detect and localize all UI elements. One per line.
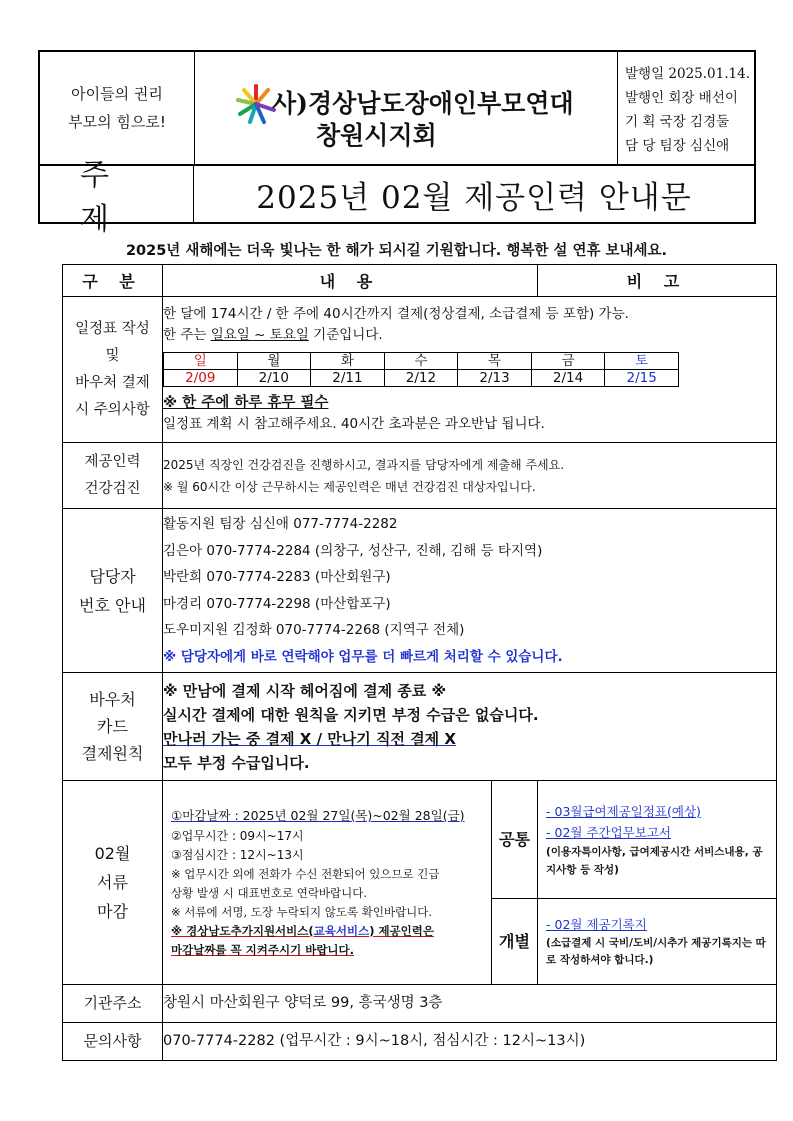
- contacts-label: [63, 509, 163, 673]
- person-in-charge: 담 당 팀장 심신애: [625, 138, 730, 154]
- week-definition-text: 한 주는: [163, 327, 211, 343]
- education-service: 교육서비스: [313, 924, 370, 938]
- voucher-row: [63, 673, 777, 781]
- date-sat: 2/15: [605, 370, 679, 387]
- week-dates-row: [164, 370, 679, 387]
- deadline-date: ①마감날짜 : 2025년 02월 27일(목)~02월 28일(금): [171, 808, 465, 823]
- voucher-realtime: 실시간 결제에 대한 원칙을 지키면 부정 수급은 없습니다.: [163, 705, 539, 724]
- document-header: [38, 50, 756, 237]
- deadline-label-line: 마감: [97, 902, 128, 921]
- common-docs: [538, 781, 777, 899]
- common-doc-item: - 03월급여제공일정표(예상): [546, 803, 701, 819]
- deadline-content: [163, 781, 492, 985]
- date-sun: 2/09: [164, 370, 238, 387]
- contacts-row: [63, 509, 777, 673]
- individual-docs: [538, 899, 777, 985]
- slogan-line-2: 부모의 힘으로!: [68, 113, 166, 131]
- header-subject-row: [40, 158, 754, 237]
- table-header-row: [63, 265, 777, 297]
- schedule-label-line: 및: [105, 347, 120, 364]
- deadline-hours: ②업무시간 : 09시~17시: [171, 829, 304, 843]
- deadline-extra-service-2: 마감날짜를 꼭 지켜주시기 바랍니다.: [171, 943, 355, 957]
- health-row: [63, 443, 777, 509]
- address-label: 기관주소: [63, 985, 163, 1023]
- common-doc-item: - 02월 주간업무보고서: [546, 824, 671, 840]
- organization-block: [194, 52, 618, 164]
- publication-date: 발행일 2025.01.14.: [625, 66, 751, 82]
- deadline-note: 상황 발생 시 대표번호로 연락바랍니다.: [171, 886, 368, 900]
- date-thu: 2/13: [458, 370, 532, 387]
- deadline-lunch: ③점심시간 : 12시~13시: [171, 848, 304, 862]
- deadline-row-common: [63, 781, 777, 899]
- slogan: [40, 52, 195, 164]
- day-fri: 금: [531, 353, 605, 370]
- header-category: 구 분: [63, 265, 163, 297]
- day-sun: 일: [164, 353, 238, 370]
- inquiry-label: 문의사항: [63, 1023, 163, 1061]
- deadline-label: [63, 781, 163, 985]
- contacts-content: [163, 509, 777, 673]
- contact-item: 도우미지원 김정화 070-7774-2268 (지역구 전체): [163, 622, 465, 638]
- schedule-row: [63, 297, 777, 443]
- individual-doc-item: - 02월 제공기록지: [546, 917, 647, 932]
- slogan-line-1: 아이들의 권리: [71, 85, 163, 103]
- subject-title: 2025년 02월 제공인력 안내문: [256, 179, 692, 216]
- individual-doc-note: (소급결제 시 국비/도비/시추가 제공기록지는 따로 작성하셔야 합니다.): [546, 937, 766, 966]
- organization-branch: 창원시지회: [316, 121, 437, 150]
- day-mon: 월: [237, 353, 311, 370]
- subject-label: 주 제: [40, 164, 194, 224]
- voucher-fraud: 모두 부정 수급입니다.: [163, 753, 310, 772]
- contacts-label-line: 번호 안내: [79, 595, 146, 615]
- voucher-label: [63, 673, 163, 781]
- deadline-label-line: 서류: [97, 873, 128, 892]
- common-label: 공통: [492, 781, 538, 899]
- contact-item: 마경리 070-7774-2298 (마산합포구): [163, 595, 391, 612]
- deadline-label-line: 02월: [94, 844, 131, 863]
- day-thu: 목: [458, 353, 532, 370]
- health-instruction: 2025년 직장인 건강검진을 진행하시고, 결과지를 담당자에게 제출해 주세요.: [163, 457, 565, 472]
- voucher-label-line: 바우처: [89, 690, 136, 709]
- contacts-note: ※ 담당자에게 바로 연락해야 업무를 더 빠르게 처리할 수 있습니다.: [163, 648, 563, 665]
- schedule-label-line: 시 주의사항: [75, 401, 150, 418]
- address-value: 창원시 마산회원구 양덕로 99, 흥국생명 3층: [163, 985, 777, 1023]
- week-calendar: [163, 352, 679, 387]
- day-tue: 화: [311, 353, 385, 370]
- schedule-content: [163, 297, 777, 443]
- contact-item: 박란희 070-7774-2283 (마산회원구): [163, 569, 391, 585]
- common-doc-note: (이용자특이사항, 급여제공시간 서비스내용, 공지사항 등 작성): [546, 845, 763, 876]
- voucher-principle: ※ 만남에 결제 시작 헤어짐에 결제 종료 ※: [163, 681, 447, 700]
- date-wed: 2/12: [384, 370, 458, 387]
- greeting: 2025년 새해에는 더욱 빛나는 한 해가 되시길 기원합니다. 행복한 설 연휴 보내세요.: [125, 243, 668, 259]
- schedule-limit: 한 달에 174시간 / 한 주에 40시간까지 결제(정상결제, 소급결제 등 포함) 가능.: [163, 306, 629, 322]
- address-row: [63, 985, 777, 1023]
- publication-info: [617, 52, 754, 164]
- schedule-label: [63, 297, 163, 443]
- contact-item: 김은아 070-7774-2284 (의창구, 성산구, 진해, 김해 등 타지역): [163, 542, 543, 559]
- deadline-extra-text: ) 제공인력은: [369, 924, 434, 938]
- voucher-prohibited: 만나러 가는 중 결제 X / 만나기 직전 결제 X: [163, 729, 456, 748]
- planner: 기 획 국장 김경둘: [625, 114, 730, 130]
- voucher-label-line: 결제원칙: [81, 744, 144, 763]
- contacts-label-line: 담당자: [89, 566, 136, 586]
- date-fri: 2/14: [531, 370, 605, 387]
- date-tue: 2/11: [311, 370, 385, 387]
- deadline-extra-text: ※ 경상남도추가지원서비스(: [171, 924, 314, 938]
- health-label: [63, 443, 163, 509]
- inquiry-value: 070-7774-2282 (업무시간 : 9시~18시, 점심시간 : 12시~13시): [163, 1023, 777, 1061]
- inquiry-row: [63, 1023, 777, 1061]
- deadline-note: ※ 업무시간 외에 전화가 수신 전환되어 있으므로 긴급: [171, 867, 440, 881]
- organization-name: 사)경상남도장애인부모연대: [272, 89, 574, 118]
- voucher-label-line: 카드: [97, 717, 128, 736]
- health-label-line: 제공인력: [84, 453, 141, 470]
- header-content: 내 용: [163, 265, 538, 297]
- schedule-note: 일정표 계획 시 참고해주세요. 40시간 초과분은 과오반납 됩니다.: [163, 416, 545, 432]
- date-mon: 2/10: [237, 370, 311, 387]
- day-wed: 수: [384, 353, 458, 370]
- health-label-line: 건강검진: [84, 480, 141, 497]
- schedule-label-line: 바우처 결제: [75, 374, 150, 391]
- schedule-label-line: 일정표 작성: [75, 320, 150, 337]
- voucher-content: [163, 673, 777, 781]
- week-definition: [163, 325, 776, 346]
- publisher: 발행인 회장 배선이: [625, 90, 738, 106]
- individual-label: 개별: [492, 899, 538, 985]
- deadline-note: ※ 서류에 서명, 도장 누락되지 않도록 확인바랍니다.: [171, 905, 433, 919]
- health-target-note: ※ 월 60시간 이상 근무하시는 제공인력은 매년 건강검진 대상자입니다.: [163, 479, 536, 494]
- notice-table: [62, 264, 777, 1061]
- week-definition-text: 기준입니다.: [308, 327, 383, 343]
- contact-item: 활동지원 팀장 심신애 077-7774-2282: [163, 516, 398, 532]
- deadline-extra-service: [171, 922, 483, 941]
- rest-day-rule: ※ 한 주에 하루 휴무 필수: [163, 395, 329, 411]
- header-top-row: [40, 52, 754, 166]
- week-range: 일요일 ~ 토요일: [210, 327, 309, 343]
- week-days-row: [164, 353, 679, 370]
- day-sat: 토: [605, 353, 679, 370]
- health-content: [163, 443, 777, 509]
- header-remarks: 비 고: [538, 265, 777, 297]
